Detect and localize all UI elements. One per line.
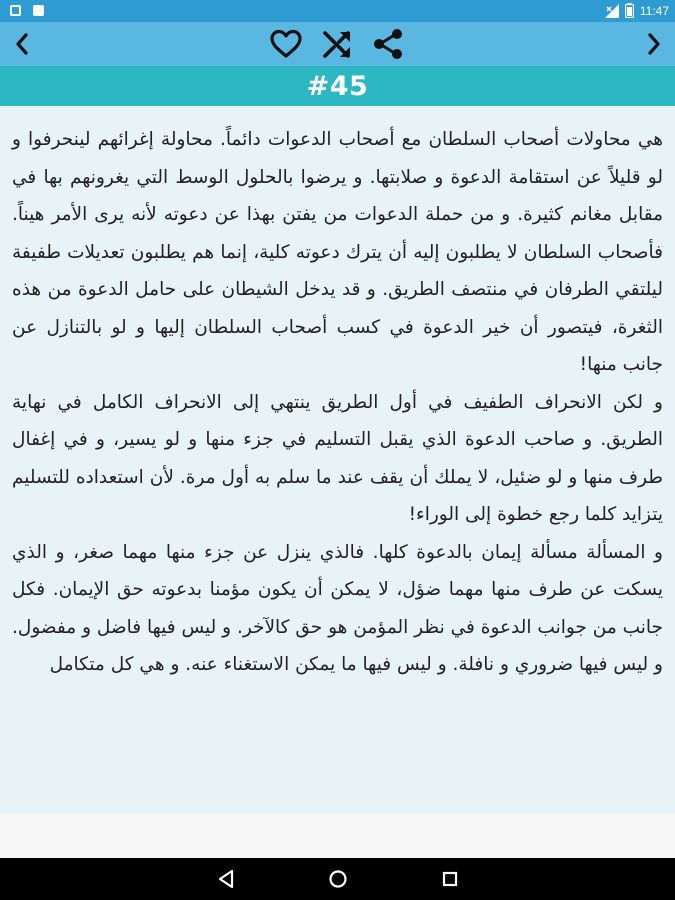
next-button[interactable] [636, 22, 672, 66]
status-time: 11:47 [639, 3, 669, 18]
paragraph: و المسألة مسألة إيمان بالدعوة كلها. فالذي ينزل عن جزء منها مهما صغر، و الذي يسكت عن طرف منها مهما ضؤل، لا يمكن أن يكون مؤمنا بدعوته حق الإيمان. فكل جانب من جوانب الدعوة في نظر المؤمن هو حق كالآخر. و ليس فيها فاضل و مفضول. و ليس فيها ضروري و نافلة. و ليس فيها ما يمكن الاستغناء عنه. و هي كل متكامل [12, 541, 663, 675]
home-circle-icon [328, 869, 348, 889]
chevron-left-icon [15, 33, 29, 55]
share-button[interactable] [368, 22, 408, 66]
notification-filled-icon [33, 5, 44, 16]
quote-number-title: #45 [0, 66, 675, 106]
quote-text [0, 106, 675, 684]
notification-square-icon [10, 5, 21, 16]
shuffle-icon [322, 29, 354, 59]
home-button[interactable] [318, 858, 358, 900]
chevron-right-icon [647, 33, 661, 55]
heart-icon [269, 29, 303, 59]
bottom-spacer [0, 814, 675, 858]
toolbar [0, 22, 675, 66]
recents-button[interactable] [430, 858, 470, 900]
signal-icon [605, 4, 619, 18]
back-triangle-icon [217, 869, 235, 889]
recents-square-icon [441, 870, 459, 888]
paragraph: هي محاولات أصحاب السلطان مع أصحاب الدعوات دائماً. محاولة إغرائهم لينحرفوا و لو قليلاً عن استقامة الدعوة و صلابتها. و يرضوا بالحلول الوسط التي يغرونهم بها في مقابل مغانم كثيرة. و من حملة الدعوات من يفتن بهذا عن دعوته لأنه يرى الأمر هيناً. فأصحاب السلطان لا يطلبون إليه أن يترك دعوته كلية، إنما هم يطلبون تعديلات طفيفة ليلتقي الطرفان في منتصف الطريق. و قد يدخل الشيطان على حامل الدعوة من هذه الثغرة، فيتصور أن خير الدعوة في كسب أصحاب السلطان إليها و لو بالتنازل عن جانب منها! [12, 129, 663, 375]
status-bar [0, 0, 675, 22]
favorite-button[interactable] [266, 22, 306, 66]
battery-icon [625, 3, 634, 18]
quote-content[interactable] [0, 106, 675, 814]
paragraph: و لكن الانحراف الطفيف في أول الطريق ينتهي إلى الانحراف الكامل في نهاية الطريق. و صاحب الدعوة الذي يقبل التسليم في جزء منها و لو يسير، و في إغفال طرف منها و لو ضئيل، لا يملك أن يقف عند ما سلم به أول مرة. لأن استعداده للتسليم يتزايد كلما رجع خطوة إلى الوراء! [12, 391, 663, 525]
previous-button[interactable] [4, 22, 40, 66]
shuffle-button[interactable] [318, 22, 358, 66]
share-icon [372, 28, 404, 60]
system-nav-bar [0, 858, 675, 900]
back-button[interactable] [206, 858, 246, 900]
